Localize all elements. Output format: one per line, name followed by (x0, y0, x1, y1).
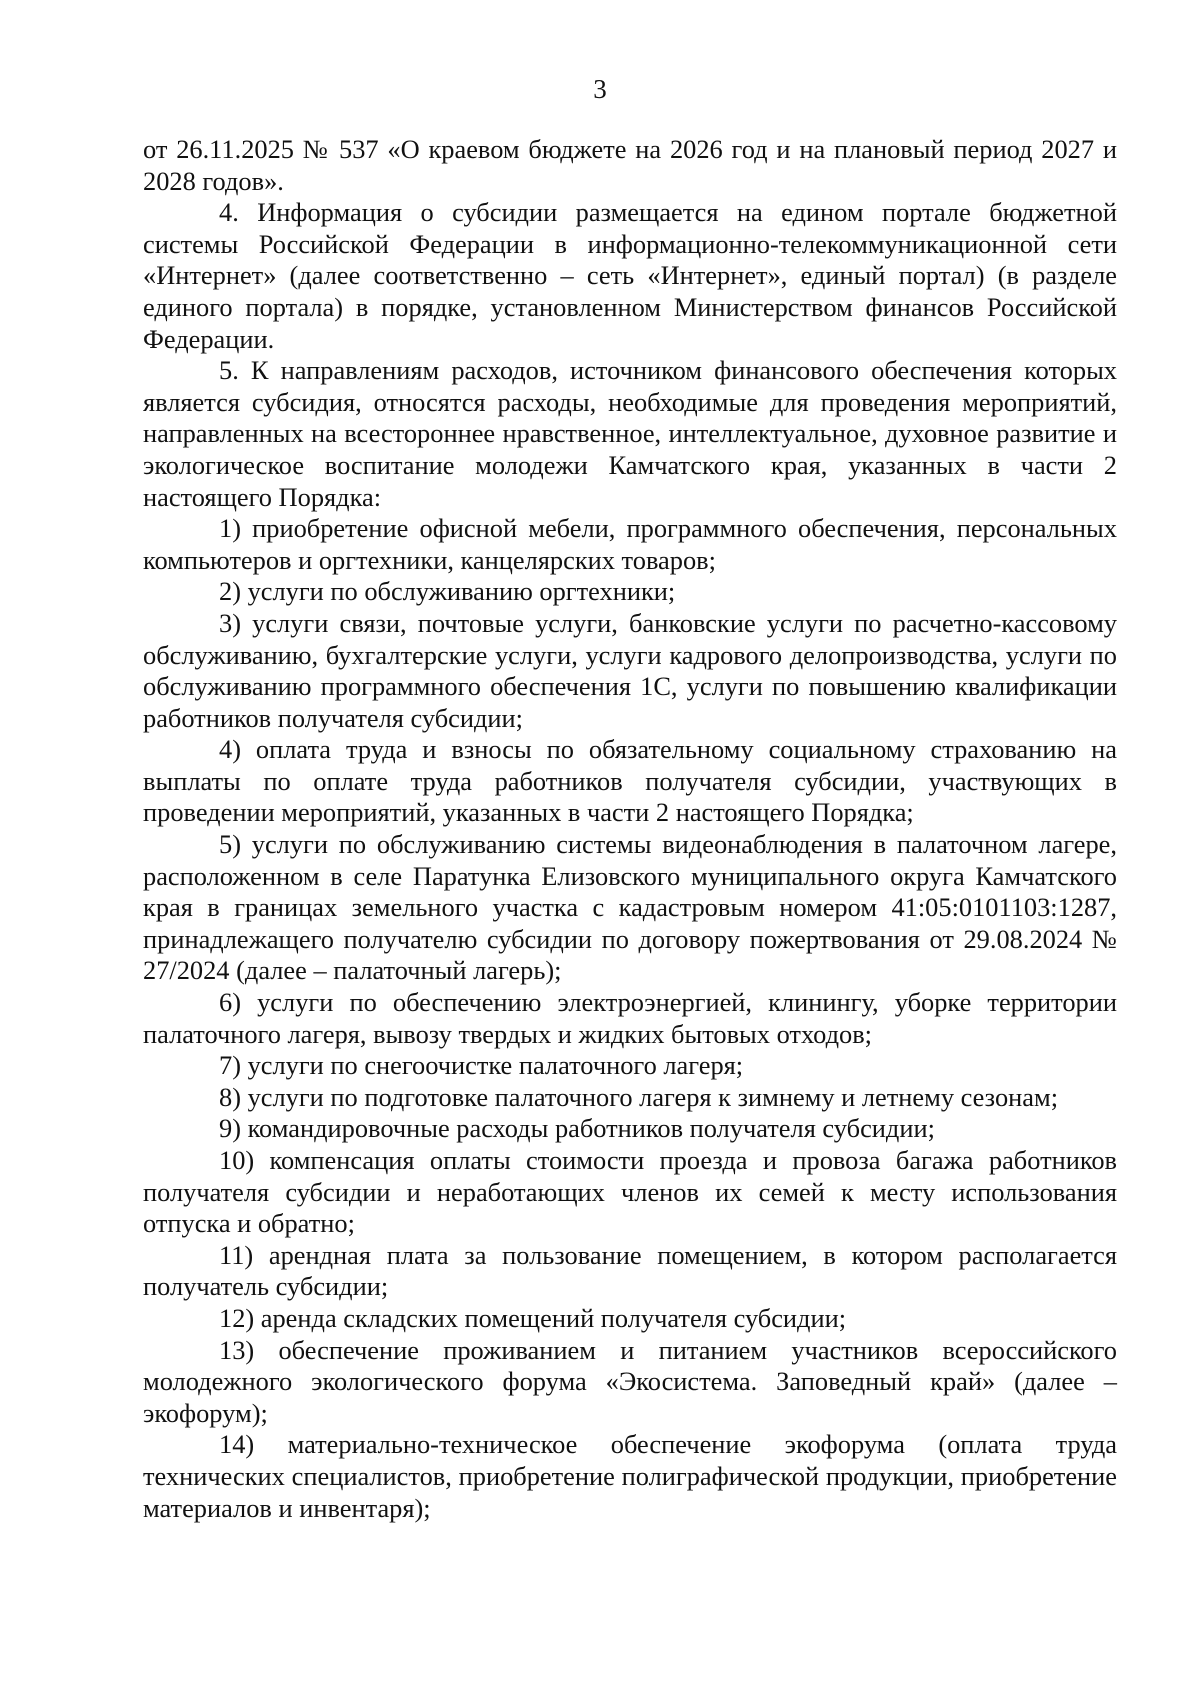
paragraph-continuation: от 26.11.2025 № 537 «О краевом бюджете на 2026 год и на плановый период 2027 и 2028 годов». (143, 134, 1117, 196)
list-item-3: 3) услуги связи, почтовые услуги, банковские услуги по расчетно-кассовому обслуживанию, бухгалтерские услуги, услуги кадрового делопроизводства, услуги по обслуживанию программного обеспечения 1С, услуги по повышению квалификации работников получателя субсидии; (143, 607, 1117, 733)
paragraph-item-5: 5. К направлениям расходов, источником финансового обеспечения которых является субсидия, относятся расходы, необходимые для проведения мероприятий, направленных на всестороннее нравственное, интеллектуальное, духовное развитие и экологическое воспитание молодежи Камчатского края, указанных в части 2 настоящего Порядка: (143, 355, 1117, 512)
list-item-1: 1) приобретение офисной мебели, программного обеспечения, персональных компьютеров и оргтехники, канцелярских товаров; (143, 513, 1117, 575)
list-item-13: 13) обеспечение проживанием и питанием участников всероссийского молодежного экологического форума «Экосистема. Заповедный край» (далее – экофорум); (143, 1334, 1117, 1428)
paragraph-item-4: 4. Информация о субсидии размещается на едином портале бюджетной системы Российской Федерации в информационно-телекоммуникационной сети «Интернет» (далее соответственно – сеть «Интернет», единый портал) (в разделе единого портала) в порядке, установленном Министерством финансов Российской Федерации. (143, 197, 1117, 354)
list-item-8: 8) услуги по подготовке палаточного лагеря к зимнему и летнему сезонам; (219, 1081, 1059, 1112)
list-item-12: 12) аренда складских помещений получателя субсидии; (219, 1302, 847, 1333)
list-item-5: 5) услуги по обслуживанию системы видеонаблюдения в палаточном лагере, расположенном в селе Паратунка Елизовского муниципального округа Камчатского края в границах земельного участка с кадастровым номером 41:05:0101103:1287, принадлежащего получателю субсидии по договору пожертвования от 29.08.2024 № 27/2024 (далее – палаточный лагерь); (143, 829, 1117, 986)
list-item-10: 10) компенсация оплаты стоимости проезда и провоза багажа работников получателя субсидии и неработающих членов их семей к месту использования отпуска и обратно; (143, 1145, 1117, 1239)
list-item-6: 6) услуги по обеспечению электроэнергией, клинингу, уборке территории палаточного лагеря, вывозу твердых и жидких бытовых отходов; (143, 987, 1117, 1049)
list-item-4: 4) оплата труда и взносы по обязательному социальному страхованию на выплаты по оплате труда работников получателя субсидии, участвующих в проведении мероприятий, указанных в части 2 настоящего Порядка; (143, 734, 1117, 828)
list-item-9: 9) командировочные расходы работников получателя субсидии; (219, 1113, 935, 1144)
list-item-11: 11) арендная плата за пользование помещением, в котором располагается получатель субсидии; (143, 1239, 1117, 1302)
page-number: 3 (593, 74, 607, 104)
list-item-2: 2) услуги по обслуживанию оргтехники; (219, 576, 676, 607)
list-item-7: 7) услуги по снегоочистке палаточного лагеря; (219, 1050, 744, 1081)
document-body (143, 134, 1117, 1524)
list-item-14: 14) материально-техническое обеспечение экофорума (оплата труда технических специалистов, приобретение полиграфической продукции, приобретение материалов и инвентаря); (143, 1429, 1117, 1523)
